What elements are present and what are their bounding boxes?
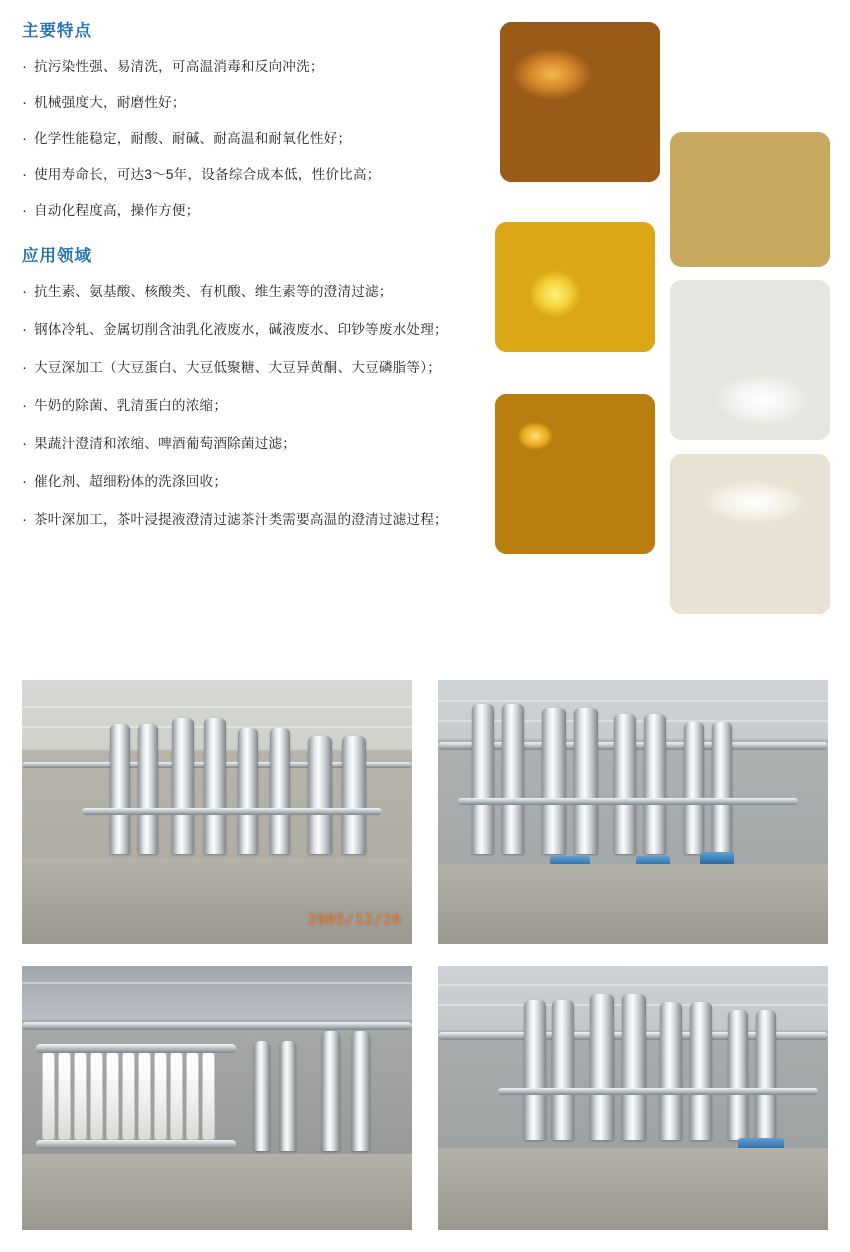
filtration-plant-photo-1 [22,680,412,944]
list-item: · 牛奶的除菌、乳清蛋白的浓缩； [22,395,492,416]
list-item: · 使用寿命长，可达3～5年，设备综合成本低，性价比高； [22,164,492,185]
soybean-photo [670,132,830,267]
milk-splash-photo [670,280,830,440]
beer-mug-image [670,454,830,614]
milk-splash-image [670,280,830,440]
beer-mug-photo [670,454,830,614]
soybean-image [670,132,830,267]
filtration-plant-image-1 [22,680,412,944]
list-item: · 茶叶深加工，茶叶浸提液澄清过滤茶汁类需要高温的澄清过滤过程； [22,509,492,530]
list-item: · 钢体冷轧、金属切削含油乳化液废水，碱液废水、印钞等废水处理； [22,319,492,340]
lemon-image [495,222,655,352]
list-item: · 抗污染性强、易清洗，可高温消毒和反向冲洗； [22,56,492,77]
equipment-photo-row-1 [22,680,828,944]
applications-heading: 应用领域 [22,247,92,266]
features-heading: 主要特点 [22,22,92,40]
softgel-capsule-image [495,394,655,554]
product-photo-collage [495,22,830,642]
list-item: · 自动化程度高，操作方便； [22,200,492,221]
list-item: · 果蔬汁澄清和浓缩、啤酒葡萄酒除菌过滤； [22,433,492,454]
lingzhi-mushroom-photo [500,22,660,182]
list-item: · 抗生素、氨基酸、核酸类、有机酸、维生素等的澄清过滤； [22,281,492,302]
equipment-photo-row-2 [22,966,828,1230]
filtration-plant-image-3 [22,966,412,1230]
lemon-photo [495,222,655,352]
softgel-capsule-photo [495,394,655,554]
filtration-plant-photo-3 [22,966,412,1230]
filtration-plant-photo-4 [438,966,828,1230]
applications-list [22,281,492,530]
filtration-plant-image-4 [438,966,828,1230]
filtration-plant-image-2 [438,680,828,944]
list-item: · 机械强度大，耐磨性好； [22,92,492,113]
features-list [22,56,492,221]
content-column [22,22,492,547]
lingzhi-mushroom-image [500,22,660,182]
filtration-plant-photo-2 [438,680,828,944]
list-item: · 大豆深加工（大豆蛋白、大豆低聚糖、大豆异黄酮、大豆磷脂等）； [22,357,492,378]
list-item: · 化学性能稳定，耐酸、耐碱、耐高温和耐氧化性好； [22,128,492,149]
list-item: · 催化剂、超细粉体的洗涤回收； [22,471,492,492]
equipment-photo-grid [22,680,828,1252]
photo-date-stamp: 2005/12/26 [307,912,402,928]
